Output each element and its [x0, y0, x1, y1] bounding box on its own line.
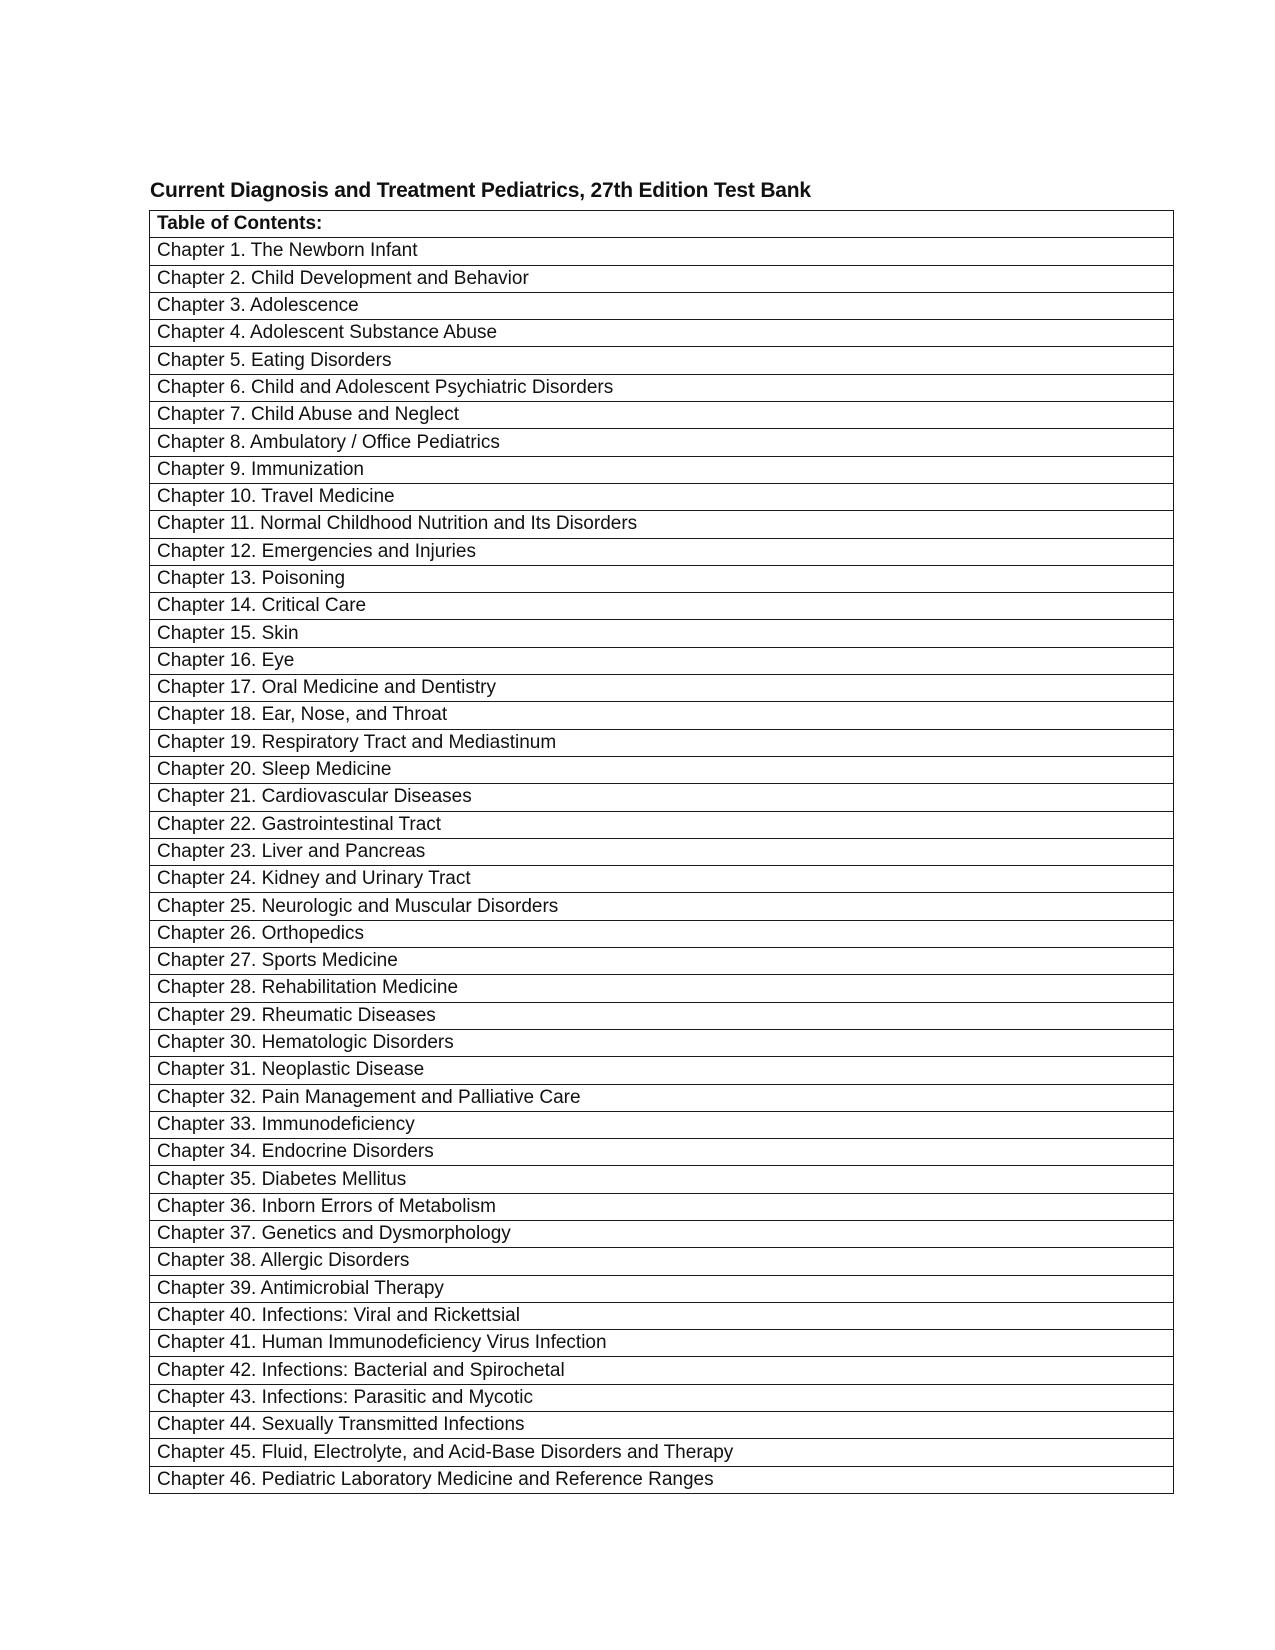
- chapter-cell: Chapter 31. Neoplastic Disease: [150, 1057, 1174, 1084]
- table-row: [150, 456, 1174, 483]
- chapter-cell: Chapter 3. Adolescence: [150, 292, 1174, 319]
- chapter-cell: Chapter 40. Infections: Viral and Rickettsial: [150, 1302, 1174, 1329]
- chapter-cell: Chapter 16. Eye: [150, 647, 1174, 674]
- table-row: [150, 620, 1174, 647]
- chapter-cell: Chapter 9. Immunization: [150, 456, 1174, 483]
- chapter-cell: Chapter 20. Sleep Medicine: [150, 756, 1174, 783]
- chapter-cell: Chapter 15. Skin: [150, 620, 1174, 647]
- document-page: [149, 179, 1174, 1494]
- chapter-cell: Chapter 28. Rehabilitation Medicine: [150, 975, 1174, 1002]
- table-row: [150, 647, 1174, 674]
- chapter-cell: Chapter 5. Eating Disorders: [150, 347, 1174, 374]
- table-row: [150, 1029, 1174, 1056]
- chapter-cell: Chapter 34. Endocrine Disorders: [150, 1139, 1174, 1166]
- chapter-cell: Chapter 33. Immunodeficiency: [150, 1111, 1174, 1138]
- table-row: [150, 1384, 1174, 1411]
- table-row: [150, 292, 1174, 319]
- table-row: [150, 402, 1174, 429]
- chapter-cell: Chapter 45. Fluid, Electrolyte, and Acid-Base Disorders and Therapy: [150, 1439, 1174, 1466]
- chapter-cell: Chapter 36. Inborn Errors of Metabolism: [150, 1193, 1174, 1220]
- chapter-cell: Chapter 14. Critical Care: [150, 593, 1174, 620]
- table-row: [150, 784, 1174, 811]
- table-row: [150, 538, 1174, 565]
- chapter-cell: Chapter 24. Kidney and Urinary Tract: [150, 866, 1174, 893]
- chapter-cell: Chapter 25. Neurologic and Muscular Disorders: [150, 893, 1174, 920]
- table-row: [150, 1357, 1174, 1384]
- table-row: [150, 593, 1174, 620]
- table-row: [150, 920, 1174, 947]
- table-row: [150, 702, 1174, 729]
- chapter-cell: Chapter 22. Gastrointestinal Tract: [150, 811, 1174, 838]
- table-row: [150, 675, 1174, 702]
- table-row: [150, 1220, 1174, 1247]
- table-row: [150, 975, 1174, 1002]
- toc-header-cell: Table of Contents:: [150, 211, 1174, 238]
- table-row: [150, 1412, 1174, 1439]
- chapter-cell: Chapter 23. Liver and Pancreas: [150, 838, 1174, 865]
- table-row: [150, 238, 1174, 265]
- chapter-cell: Chapter 13. Poisoning: [150, 565, 1174, 592]
- table-row: [150, 1302, 1174, 1329]
- chapter-cell: Chapter 26. Orthopedics: [150, 920, 1174, 947]
- chapter-cell: Chapter 7. Child Abuse and Neglect: [150, 402, 1174, 429]
- table-row: [150, 1111, 1174, 1138]
- table-row: [150, 1166, 1174, 1193]
- chapter-cell: Chapter 39. Antimicrobial Therapy: [150, 1275, 1174, 1302]
- table-row: [150, 1139, 1174, 1166]
- chapter-cell: Chapter 6. Child and Adolescent Psychiatric Disorders: [150, 374, 1174, 401]
- chapter-cell: Chapter 30. Hematologic Disorders: [150, 1029, 1174, 1056]
- chapter-cell: Chapter 43. Infections: Parasitic and Mycotic: [150, 1384, 1174, 1411]
- table-row: [150, 429, 1174, 456]
- chapter-cell: Chapter 27. Sports Medicine: [150, 948, 1174, 975]
- chapter-cell: Chapter 38. Allergic Disorders: [150, 1248, 1174, 1275]
- table-row: [150, 374, 1174, 401]
- table-row: [150, 1439, 1174, 1466]
- table-row: [150, 1057, 1174, 1084]
- table-row: [150, 265, 1174, 292]
- table-row: [150, 1248, 1174, 1275]
- table-row: [150, 756, 1174, 783]
- table-row: [150, 320, 1174, 347]
- chapter-cell: Chapter 1. The Newborn Infant: [150, 238, 1174, 265]
- table-row: [150, 1193, 1174, 1220]
- chapter-cell: Chapter 44. Sexually Transmitted Infections: [150, 1412, 1174, 1439]
- chapter-cell: Chapter 19. Respiratory Tract and Mediastinum: [150, 729, 1174, 756]
- chapter-cell: Chapter 29. Rheumatic Diseases: [150, 1002, 1174, 1029]
- chapter-cell: Chapter 12. Emergencies and Injuries: [150, 538, 1174, 565]
- table-row: [150, 565, 1174, 592]
- document-title: Current Diagnosis and Treatment Pediatrics, 27th Edition Test Bank: [150, 179, 811, 202]
- table-row: [150, 1084, 1174, 1111]
- table-row: [150, 893, 1174, 920]
- table-row: [150, 948, 1174, 975]
- chapter-cell: Chapter 8. Ambulatory / Office Pediatrics: [150, 429, 1174, 456]
- chapter-cell: Chapter 17. Oral Medicine and Dentistry: [150, 675, 1174, 702]
- chapter-cell: Chapter 4. Adolescent Substance Abuse: [150, 320, 1174, 347]
- toc-table-body: [150, 211, 1174, 1494]
- table-row: [150, 1275, 1174, 1302]
- table-row: [150, 838, 1174, 865]
- toc-header-row: [150, 211, 1174, 238]
- table-row: [150, 347, 1174, 374]
- chapter-cell: Chapter 41. Human Immunodeficiency Virus Infection: [150, 1330, 1174, 1357]
- chapter-cell: Chapter 42. Infections: Bacterial and Spirochetal: [150, 1357, 1174, 1384]
- chapter-cell: Chapter 37. Genetics and Dysmorphology: [150, 1220, 1174, 1247]
- table-row: [150, 811, 1174, 838]
- table-row: [150, 866, 1174, 893]
- chapter-cell: Chapter 10. Travel Medicine: [150, 483, 1174, 510]
- chapter-cell: Chapter 18. Ear, Nose, and Throat: [150, 702, 1174, 729]
- table-row: [150, 729, 1174, 756]
- table-row: [150, 1330, 1174, 1357]
- chapter-cell: Chapter 35. Diabetes Mellitus: [150, 1166, 1174, 1193]
- table-row: [150, 511, 1174, 538]
- table-row: [150, 1466, 1174, 1493]
- chapter-cell: Chapter 2. Child Development and Behavior: [150, 265, 1174, 292]
- chapter-cell: Chapter 46. Pediatric Laboratory Medicine and Reference Ranges: [150, 1466, 1174, 1493]
- chapter-cell: Chapter 32. Pain Management and Palliative Care: [150, 1084, 1174, 1111]
- table-row: [150, 1002, 1174, 1029]
- table-row: [150, 483, 1174, 510]
- chapter-cell: Chapter 11. Normal Childhood Nutrition and Its Disorders: [150, 511, 1174, 538]
- chapter-cell: Chapter 21. Cardiovascular Diseases: [150, 784, 1174, 811]
- toc-table: [149, 210, 1174, 1494]
